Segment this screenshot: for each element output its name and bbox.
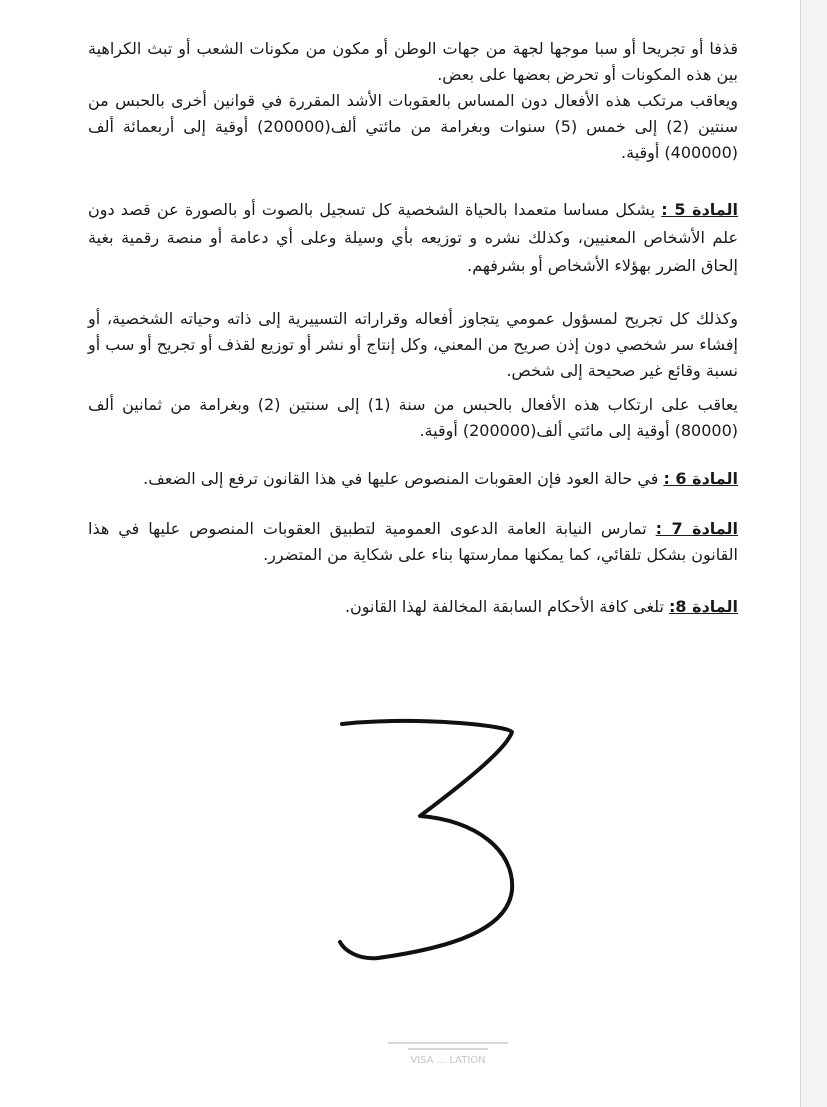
article-6 (88, 466, 738, 492)
article-6-label: المادة 6 : (663, 469, 738, 488)
paragraph-1 (88, 36, 738, 88)
article-5-label: المادة 5 : (661, 200, 739, 219)
paragraph-1-text: قذفا أو تجريحا أو سبا موجها لجهة من جهات الوطن أو مكون من مكونات الشعب أو تبث الكراهية بين هذه المكونات أو تحرض بعضها على بعض. (88, 39, 738, 84)
faded-stamp (368, 1038, 528, 1098)
paragraph-4 (88, 392, 738, 444)
article-6-text: في حالة العود فإن العقوبات المنصوص عليها في هذا القانون ترفع إلى الضعف. (143, 469, 659, 488)
article-7-label: المادة 7 : (655, 519, 739, 538)
paragraph-2 (88, 88, 738, 166)
article-8 (88, 594, 738, 620)
handwritten-page-number-3 (300, 710, 560, 970)
article-5-text: يشكل مساسا متعمدا بالحياة الشخصية كل تسجيل بالصوت أو بالصورة عن قصد دون علم الأشخاص المعنيين، وكذلك نشره و توزيعه بأي وسيلة وعلى أي دعامة أو منصة رقمية بغية إلحاق الضرر بهؤلاء الأشخاص أو بشرفهم. (88, 200, 738, 275)
article-5 (88, 196, 738, 280)
article-7-text: تمارس النيابة العامة الدعوى العمومية لتطبيق العقوبات المنصوص عليها في هذا القانون بشكل تلقائي، كما يمكنها ممارستها بناء على شكاية من المتضرر. (88, 519, 738, 564)
stamp-text: VISA ... LATION (410, 1055, 486, 1066)
article-8-text: تلغى كافة الأحكام السابقة المخالفة لهذا القانون. (344, 597, 664, 616)
paragraph-3 (88, 306, 738, 384)
paragraph-3-text: وكذلك كل تجريح لمسؤول عمومي يتجاوز أفعاله وقراراته التسييرية إلى ذاته وحياته الشخصية، أو إفشاء سر شخصي دون إذن صريح من المعني، وكل إنتاج أو نشر أو توزيع لقذف أو تجريح أو سب أو نسبة وقائع غير صحيحة إلى شخص. (88, 309, 738, 380)
paragraph-2-text: ويعاقب مرتكب هذه الأفعال دون المساس بالعقوبات الأشد المقررة في قوانين أخرى بالحبس من سنتين (2) إلى خمس (5) سنوات وبغرامة من مائتي ألف(200000) أوقية إلى أربعمائة ألف (400000) أوقية. (88, 91, 739, 162)
article-7 (88, 516, 738, 568)
paragraph-4-text: يعاقب على ارتكاب هذه الأفعال بالحبس من سنة (1) إلى سنتين (2) وبغرامة من ثمانين ألف (80000) أوقية إلى مائتي ألف(200000) أوقية. (88, 395, 739, 440)
article-8-label: المادة 8: (669, 597, 738, 616)
